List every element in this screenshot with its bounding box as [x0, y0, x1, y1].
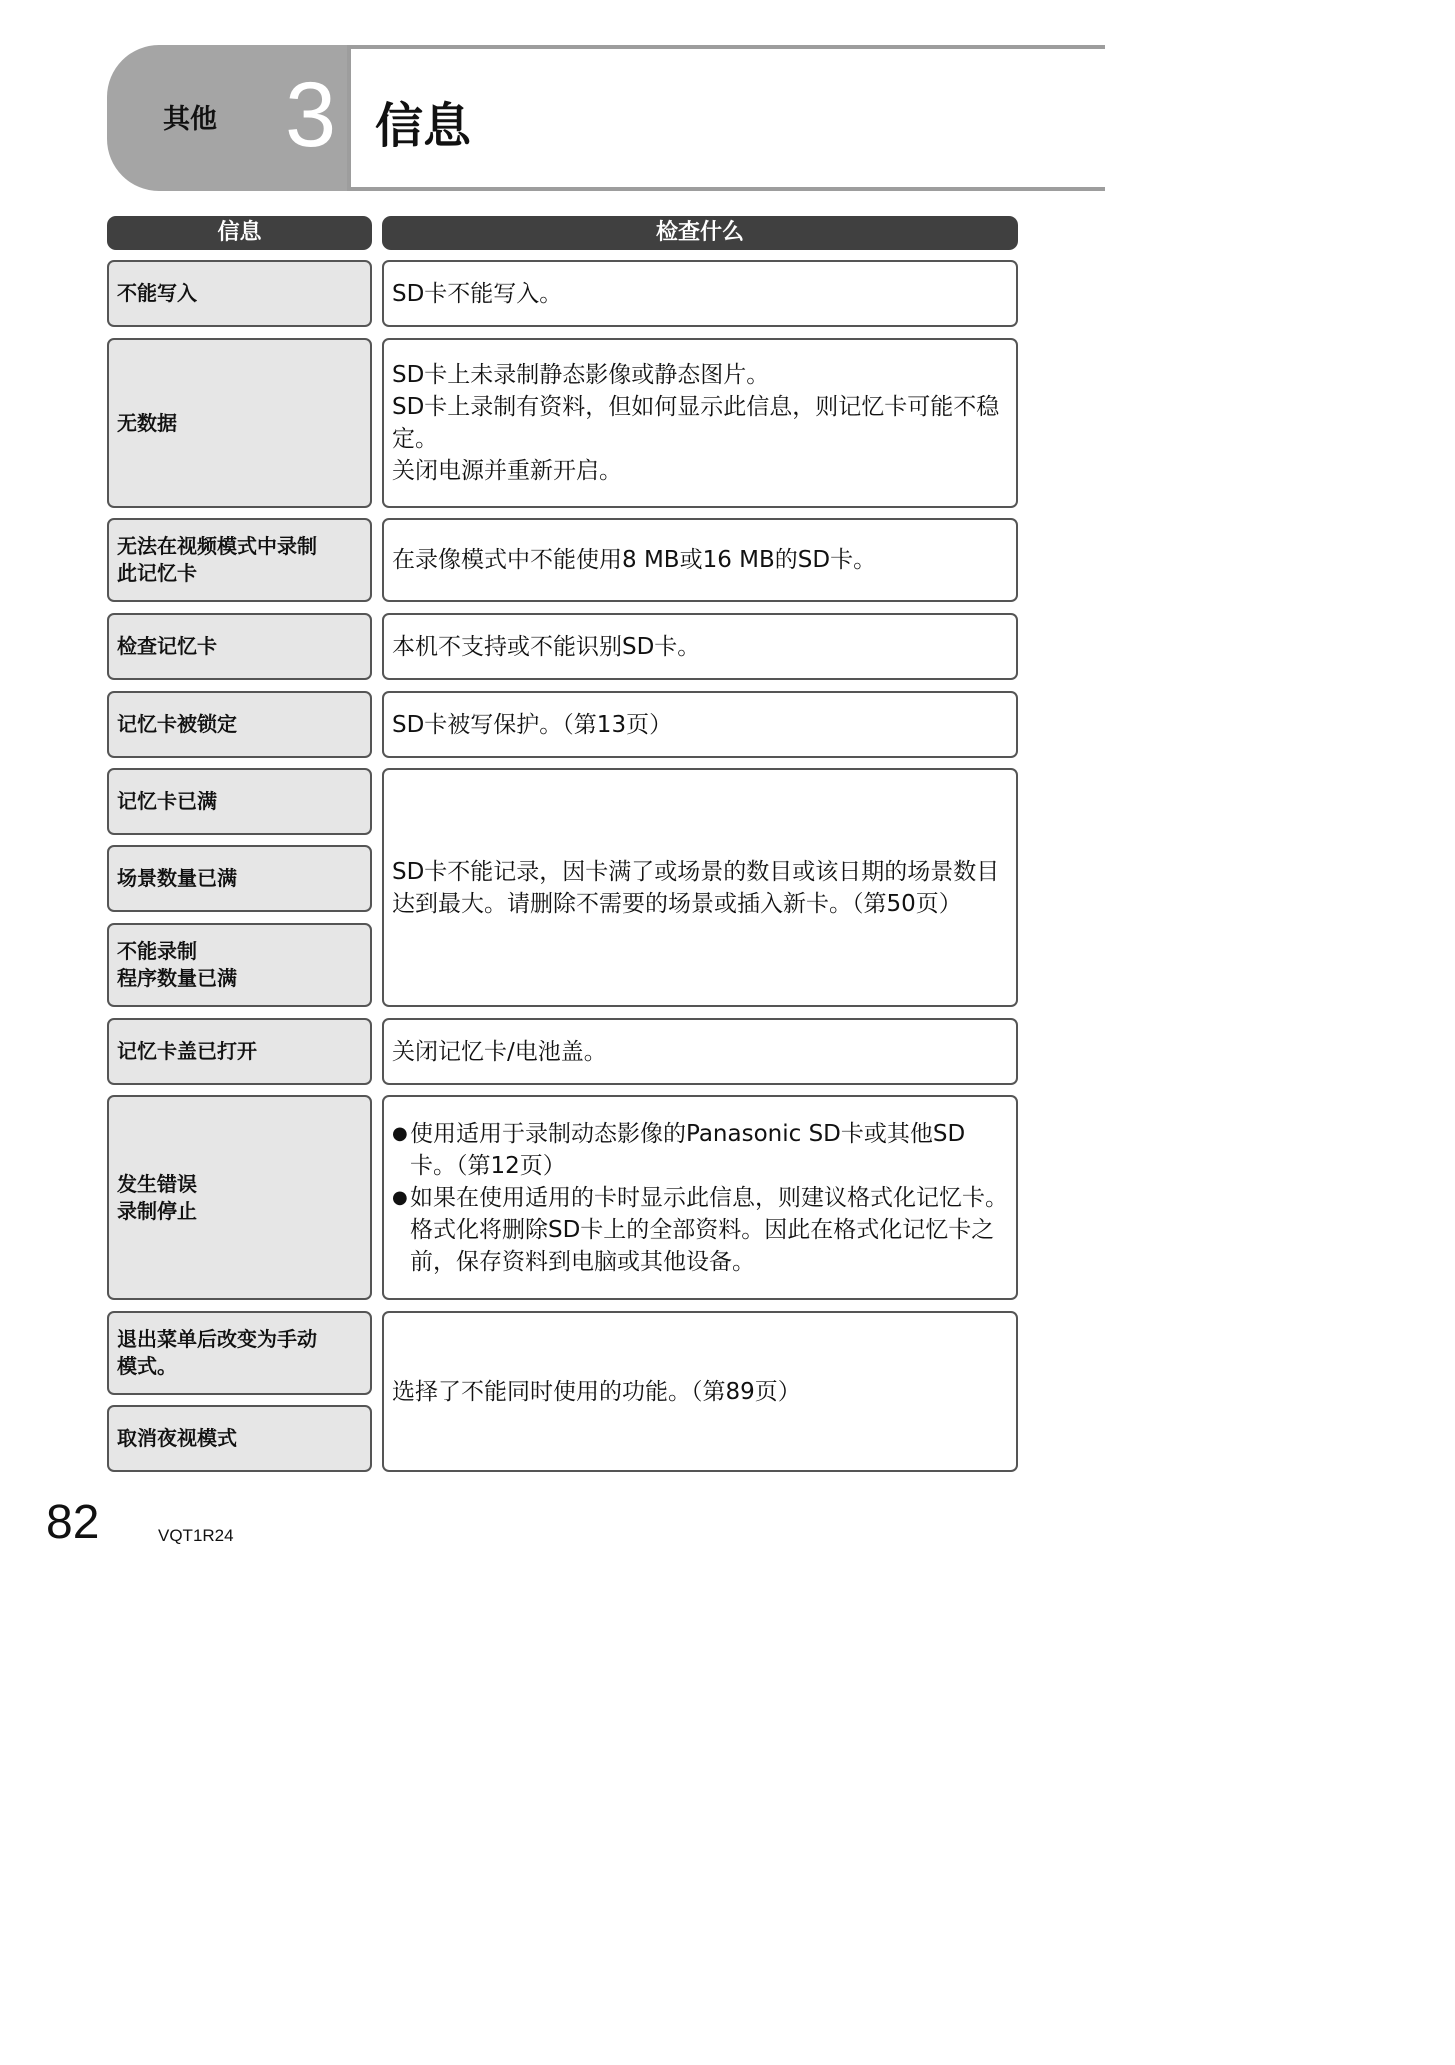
check-cell	[382, 518, 1018, 602]
check-text: SD卡上未录制静态影像或静态图片。	[392, 362, 770, 388]
message-cell: 记忆卡盖已打开	[107, 1018, 372, 1085]
section-label: 其他	[163, 104, 217, 135]
check-cell	[382, 613, 1018, 680]
check-text: 本机不支持或不能识别SD卡。	[392, 633, 701, 660]
message-cell: 无数据	[107, 338, 372, 508]
bullet-list	[392, 1118, 1008, 1278]
header-divider	[347, 45, 351, 191]
check-cell	[382, 1311, 1018, 1472]
check-text: SD卡被写保护。（第13页）	[392, 711, 673, 738]
message-cell: 记忆卡已满	[107, 768, 372, 835]
chapter-header	[107, 45, 1105, 191]
header-top-rule	[347, 45, 1105, 49]
check-cell	[382, 768, 1018, 1007]
column-header-check: 检查什么	[382, 216, 1018, 250]
check-text: SD卡不能记录，因卡满了或场景的数目或该日期的场景数目达到最大。请删除不需要的场景或插入新卡。（第50页）	[392, 858, 1000, 917]
page-number: 82	[46, 1496, 100, 1549]
column-header-message: 信息	[107, 216, 372, 250]
check-text: 在录像模式中不能使用8 MB或16 MB的SD卡。	[392, 547, 877, 573]
page-title: 信息	[375, 98, 472, 154]
check-cell	[382, 260, 1018, 327]
message-cell: 取消夜视模式	[107, 1405, 372, 1472]
message-cell: 发生错误 录制停止	[107, 1095, 372, 1300]
document-code: VQT1R24	[158, 1526, 234, 1545]
message-cell: 退出菜单后改变为手动 模式。	[107, 1311, 372, 1395]
check-text: SD卡上录制有资料，但如何显示此信息，则记忆卡可能不稳定。	[392, 394, 1000, 452]
check-text: SD卡不能写入。	[392, 280, 563, 307]
header-bottom-rule	[347, 187, 1105, 191]
check-cell	[382, 338, 1018, 508]
check-text: 关闭电源并重新开启。	[392, 458, 622, 484]
check-cell	[382, 1095, 1018, 1300]
chapter-number: 3	[285, 64, 337, 166]
message-cell: 不能写入	[107, 260, 372, 327]
message-cell: 场景数量已满	[107, 845, 372, 912]
message-cell: 检查记忆卡	[107, 613, 372, 680]
bullet-item: ● 使用适用于录制动态影像的Panasonic SD卡或其他SD卡。（第12页）	[392, 1118, 1008, 1182]
message-cell: 记忆卡被锁定	[107, 691, 372, 758]
bullet-item: ● 如果在使用适用的卡时显示此信息，则建议格式化记忆卡。格式化将删除SD卡上的全部资料。因此在格式化记忆卡之前，保存资料到电脑或其他设备。	[392, 1182, 1008, 1278]
message-cell: 无法在视频模式中录制 此记忆卡	[107, 518, 372, 602]
check-text: 选择了不能同时使用的功能。（第89页）	[392, 1378, 801, 1405]
check-cell	[382, 1018, 1018, 1085]
check-text: 关闭记忆卡/电池盖。	[392, 1038, 607, 1065]
check-cell	[382, 691, 1018, 758]
message-cell: 不能录制 程序数量已满	[107, 923, 372, 1007]
